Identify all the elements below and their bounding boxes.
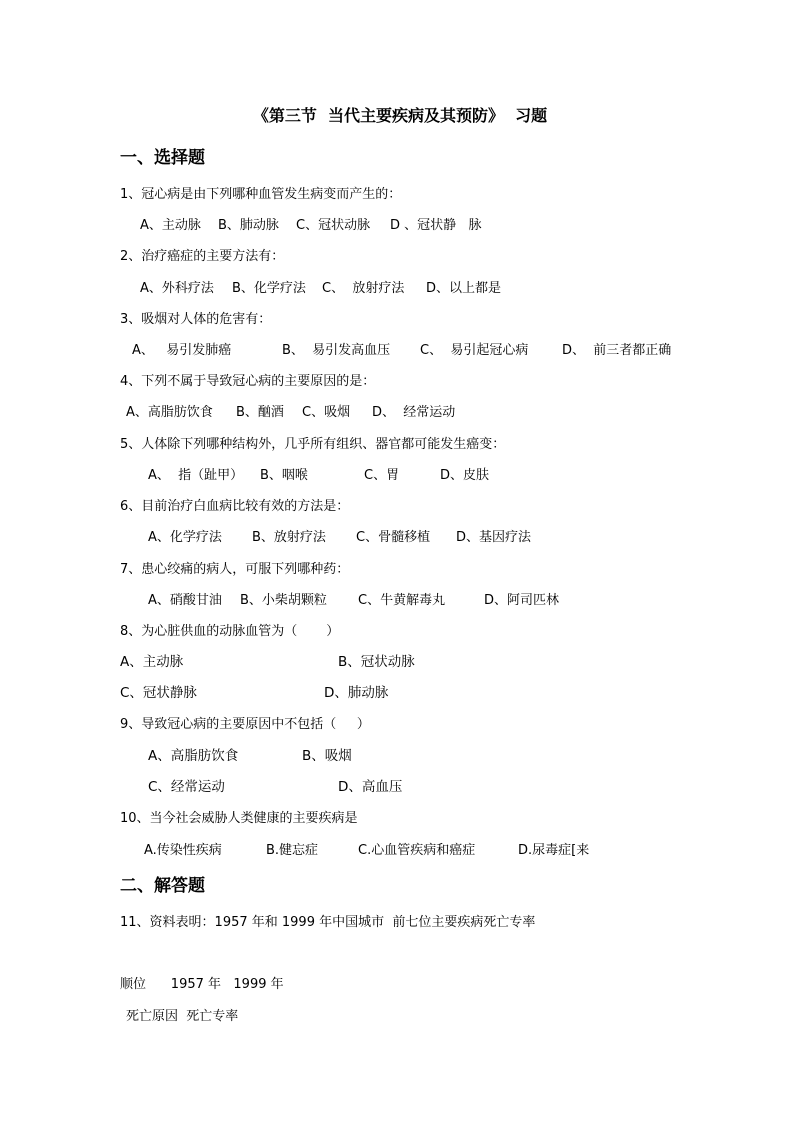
option-7a: A、硝酸甘油 xyxy=(148,593,222,608)
option-7c: C、牛黄解毒丸 xyxy=(358,593,446,608)
option-6b: B、放射疗法 xyxy=(252,530,326,545)
option-9d: D、高血压 xyxy=(338,779,403,795)
option-8a: A、主动脉 xyxy=(120,654,184,670)
option-4b: B、酗酒 xyxy=(236,405,284,420)
option-8c: C、冠状静脉 xyxy=(120,685,197,701)
question-8: 8、为心脏供血的动脉血管为（ ） xyxy=(120,624,340,639)
option-10b: B.健忘症 xyxy=(266,843,319,858)
option-2a: A、外科疗法 xyxy=(140,281,214,296)
question-9: 9、导致冠心病的主要原因中不包括（ ） xyxy=(120,717,370,732)
option-5b: B、咽喉 xyxy=(260,468,308,483)
option-1b: B、肺动脉 xyxy=(218,218,279,233)
option-7d: D、阿司匹林 xyxy=(484,593,560,608)
option-8b: B、冠状动脉 xyxy=(338,654,415,670)
question-6: 6、目前治疗白血病比较有效的方法是： xyxy=(120,499,350,514)
option-5a: A、 指（趾甲） xyxy=(148,468,244,483)
option-4a: A、高脂肪饮食 xyxy=(126,405,213,420)
question-10: 10、当今社会威胁人类健康的主要疾病是 xyxy=(120,811,358,826)
question-5: 5、人体除下列哪种结构外，几乎所有组织、器官都可能发生癌变： xyxy=(120,437,506,452)
option-10c: C.心血管疾病和癌症 xyxy=(358,843,476,858)
question-4: 4、下列不属于导致冠心病的主要原因的是： xyxy=(120,374,376,389)
option-3c: C、 易引起冠心病 xyxy=(420,343,529,358)
option-9b: B、吸烟 xyxy=(302,748,352,764)
option-2c: C、 放射疗法 xyxy=(322,281,405,296)
option-6d: D、基因疗法 xyxy=(456,530,532,545)
option-1a: A、主动脉 xyxy=(140,218,201,233)
option-3a: A、 易引发肺癌 xyxy=(132,343,232,358)
table-header-row: 顺位 1957 年 1999 年 xyxy=(120,977,284,992)
option-1d: D 、冠状静 脉 xyxy=(390,218,482,233)
option-9a: A、高脂肪饮食 xyxy=(148,748,239,764)
option-3b: B、 易引发高血压 xyxy=(282,343,391,358)
section-heading-answer: 二、解答题 xyxy=(120,876,205,896)
option-10a: A.传染性疾病 xyxy=(144,843,222,858)
option-9c: C、经常运动 xyxy=(148,779,225,795)
option-4d: D、 经常运动 xyxy=(372,405,456,420)
option-2b: B、化学疗法 xyxy=(232,281,306,296)
question-2: 2、治疗癌症的主要方法有： xyxy=(120,249,285,264)
question-7: 7、患心绞痛的病人，可服下列哪种药： xyxy=(120,562,350,577)
option-5c: C、胃 xyxy=(364,468,400,483)
option-5d: D、皮肤 xyxy=(440,468,490,483)
option-10d: D.尿毒症[来 xyxy=(518,843,590,858)
page-title: 《第三节 当代主要疾病及其预防》 习题 xyxy=(252,106,548,125)
question-11: 11、资料表明：1957 年和 1999 年中国城市 前七位主要疾病死亡专率 xyxy=(120,915,536,930)
option-2d: D、以上都是 xyxy=(426,281,502,296)
question-1: 1、冠心病是由下列哪种血管发生病变而产生的： xyxy=(120,187,402,202)
option-8d: D、肺动脉 xyxy=(324,685,389,701)
option-6c: C、骨髓移植 xyxy=(356,530,431,545)
section-heading-choice: 一、选择题 xyxy=(120,148,205,168)
option-7b: B、小柴胡颗粒 xyxy=(240,593,327,608)
option-6a: A、化学疗法 xyxy=(148,530,222,545)
option-1c: C、冠状动脉 xyxy=(296,218,371,233)
table-subheader-row: 死亡原因 死亡专率 xyxy=(126,1009,239,1024)
option-4c: C、吸烟 xyxy=(302,405,351,420)
option-3d: D、 前三者都正确 xyxy=(562,343,672,358)
question-3: 3、吸烟对人体的危害有： xyxy=(120,312,272,327)
